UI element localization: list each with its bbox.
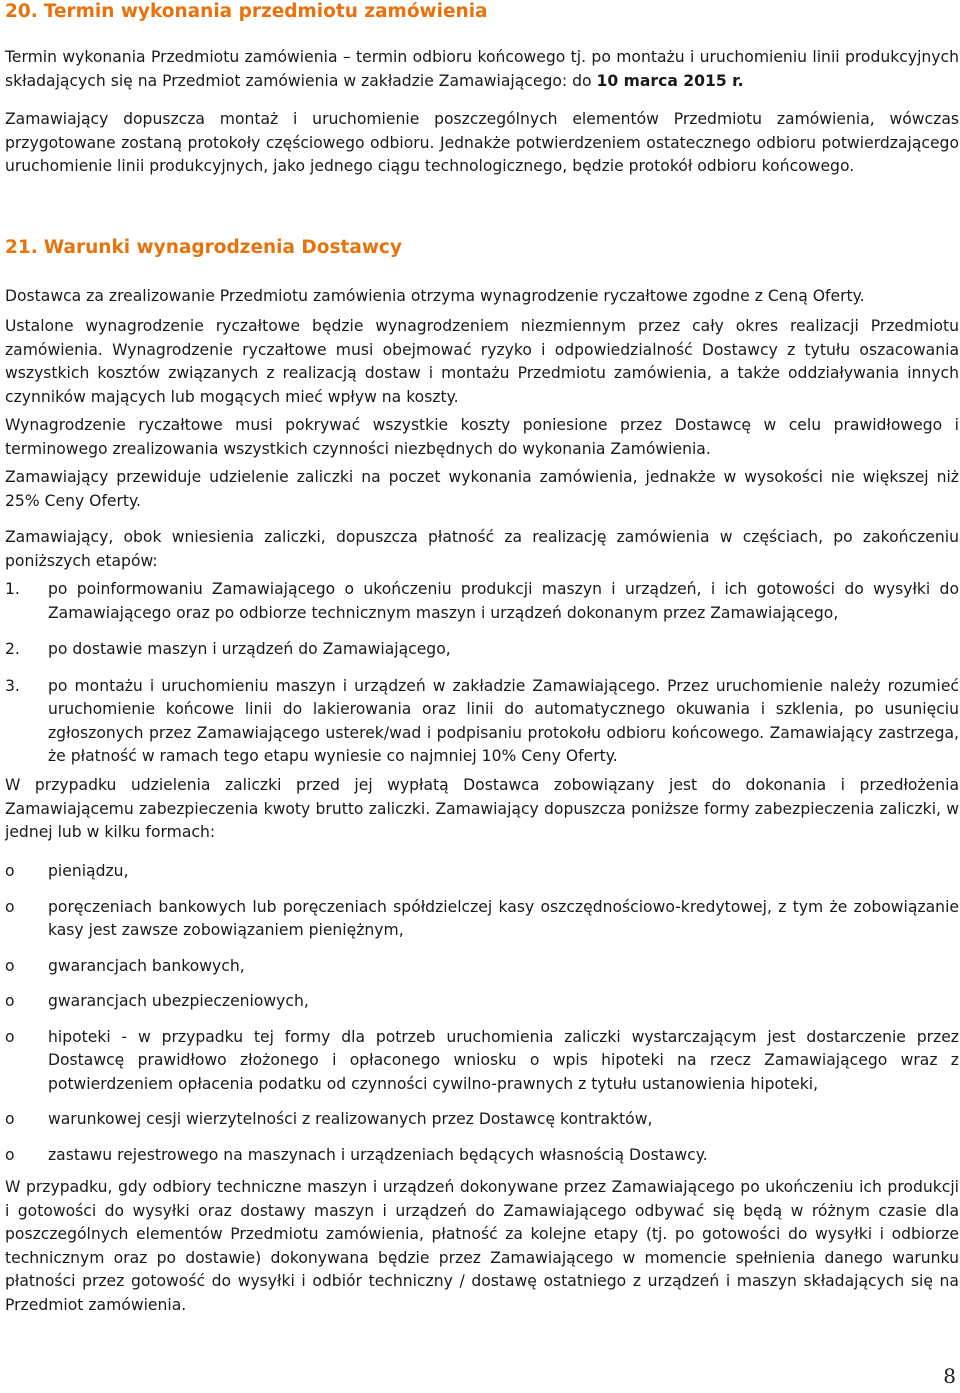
bullet-icon: o	[5, 1110, 15, 1128]
section-21-paragraph-1: Dostawca za zrealizowanie Przedmiotu zamówienia otrzyma wynagrodzenie ryczałtowe zgodne z Ceną Oferty.	[5, 287, 865, 305]
list-item-text: zastawu rejestrowego na maszynach i urządzeniach będących własnością Dostawcy.	[48, 1145, 708, 1164]
section-20-paragraph-1	[5, 46, 959, 93]
list-item	[5, 675, 959, 769]
bullet-icon: o	[5, 897, 15, 916]
list-item-text: pieniądzu,	[48, 862, 129, 880]
section-21-paragraph-3: Wynagrodzenie ryczałtowe musi pokrywać wszystkie koszty poniesione przez Dostawcę w celu prawidłowego i terminowego zrealizowania wszystkich czynności niezbędnych do wykonania Zamówienia.	[5, 416, 959, 458]
list-item	[5, 990, 959, 1014]
list-item-text: gwarancjach bankowych,	[48, 956, 245, 975]
list-marker: 2.	[5, 640, 20, 658]
deadline-date: 10 marca 2015 r.	[596, 71, 744, 90]
deadline-text: Termin wykonania Przedmiotu zamówienia – termin odbioru końcowego tj. po montażu i uruchomieniu linii produkcyjnych składających się na Przedmiot zamówienia w zakładzie Zamawiającego: do	[5, 48, 959, 90]
section-20-heading	[5, 0, 488, 24]
list-item	[5, 955, 959, 979]
list-item	[5, 578, 959, 625]
page-number: 8	[943, 1364, 956, 1388]
bullet-icon: o	[5, 1027, 15, 1046]
section-21-paragraph-7: W przypadku, gdy odbiory techniczne maszyn i urządzeń dokonywane przez Zamawiającego po ukończeniu ich produkcji i gotowości do wysyłki oraz dostawy maszyn i urządzeń do Zamawiającego odbywać się będą w różnym czasie dla poszczególnych elementów Przedmiotu zamówienia, płatność za kolejne etapy (tj. po gotowości do wysyłki i odbiorze technicznym oraz po dostawie) dokonywana będzie przez Zamawiającego w momencie spełnienia danego warunku płatności przez gotowość do wysyłki i odbiór techniczny / dostawę ostatniego z urządzeń i maszyn składających się na Przedmiot zamówienia.	[5, 1178, 959, 1314]
security-forms-list	[5, 860, 959, 1167]
bullet-icon: o	[5, 862, 15, 880]
list-item-text: hipoteki - w przypadku tej formy dla potrzeb uruchomienia zaliczki wystarczającym jest dostarczenie przez Dostawcę prawidłowo złożonego i opłaconego wniosku o wpis hipoteki na rzecz Zamawiającego wraz z potwierdzeniem opłacenia podatku od czynności cywilno-prawnych z tytułu ustanowienia hipoteki,	[48, 1027, 959, 1093]
list-item	[5, 1026, 959, 1097]
section-21-paragraph-4: Zamawiający przewiduje udzielenie zaliczki na poczet wykonania zamówienia, jednakże w wysokości nie większej niż 25% Ceny Oferty.	[5, 468, 959, 510]
section-21-paragraph-5: Zamawiający, obok wniesienia zaliczki, dopuszcza płatność za realizację zamówienia w częściach, po zakończeniu poniższych etapów:	[5, 528, 959, 570]
bullet-icon: o	[5, 1145, 15, 1164]
list-item-text: po dostawie maszyn i urządzeń do Zamawiającego,	[48, 640, 451, 658]
section-20-paragraph-2: Zamawiający dopuszcza montaż i uruchomienie poszczególnych elementów Przedmiotu zamówienia, wówczas przygotowane zostaną protokoły częściowego odbioru. Jednakże potwierdzeniem ostatecznego odbioru potwierdzającego uruchomienie linii produkcyjnych, jako jednego ciągu technologicznego, będzie protokół odbioru końcowego.	[5, 110, 959, 175]
list-item	[5, 1108, 959, 1132]
bullet-icon: o	[5, 956, 15, 975]
list-marker: 1.	[5, 580, 20, 598]
list-item	[5, 860, 959, 884]
list-item-text: po montażu i uruchomieniu maszyn i urządzeń w zakładzie Zamawiającego. Przez uruchomienie należy rozumieć uruchomienie końcowe linii do lakierowania oraz linii do automatycznego okuwania i szklenia, po usunięciu zgłoszonych przez Zamawiającego usterek/wad i podpisaniu protokołu odbioru końcowego. Zamawiający zastrzega, że płatność w ramach tego etapu wyniesie co najmniej 10% Ceny Oferty.	[48, 676, 959, 765]
section-21-paragraph-2: Ustalone wynagrodzenie ryczałtowe będzie wynagrodzeniem niezmiennym przez cały okres realizacji Przedmiotu zamówienia. Wynagrodzenie ryczałtowe musi obejmować ryzyko i odpowiedzialność Dostawcy z tytułu oszacowania wszystkich kosztów związanych z realizacją dostaw i montażu Przedmiotu zamówienia, a także oddziaływania innych czynników mających lub mogących mieć wpływ na koszty.	[5, 317, 959, 406]
section-21-heading	[5, 236, 402, 260]
list-item-text: gwarancjach ubezpieczeniowych,	[48, 992, 309, 1010]
section-21-title: Warunki wynagrodzenia Dostawcy	[43, 237, 402, 258]
bullet-icon: o	[5, 992, 15, 1010]
section-20-title: Termin wykonania przedmiotu zamówienia	[43, 1, 488, 22]
list-item-text: po poinformowaniu Zamawiającego o ukończeniu produkcji maszyn i urządzeń, i ich gotowości do wysyłki do Zamawiającego oraz po odbiorze technicznym maszyn i urządzeń dokonanym przez Zamawiającego,	[48, 580, 959, 622]
list-item	[5, 1144, 959, 1168]
list-item	[5, 896, 959, 943]
list-item	[5, 638, 959, 662]
list-item-text: warunkowej cesji wierzytelności z realizowanych przez Dostawcę kontraktów,	[48, 1110, 653, 1128]
section-21-paragraph-6: W przypadku udzielenia zaliczki przed jej wypłatą Dostawca zobowiązany jest do dokonania i przedłożenia Zamawiającemu zabezpieczenia kwoty brutto zaliczki. Zamawiający dopuszcza poniższe formy zabezpieczenia zaliczki, w jednej lub w kilku formach:	[5, 776, 959, 841]
list-item-text: poręczeniach bankowych lub poręczeniach spółdzielczej kasy oszczędnościowo-kredytowej, z tym że zobowiązanie kasy jest zawsze zobowiązaniem pieniężnym,	[48, 897, 959, 939]
payment-stages-list	[5, 578, 959, 769]
section-21-number: 21.	[5, 237, 38, 258]
list-marker: 3.	[5, 676, 20, 695]
section-20-number: 20.	[5, 1, 38, 22]
